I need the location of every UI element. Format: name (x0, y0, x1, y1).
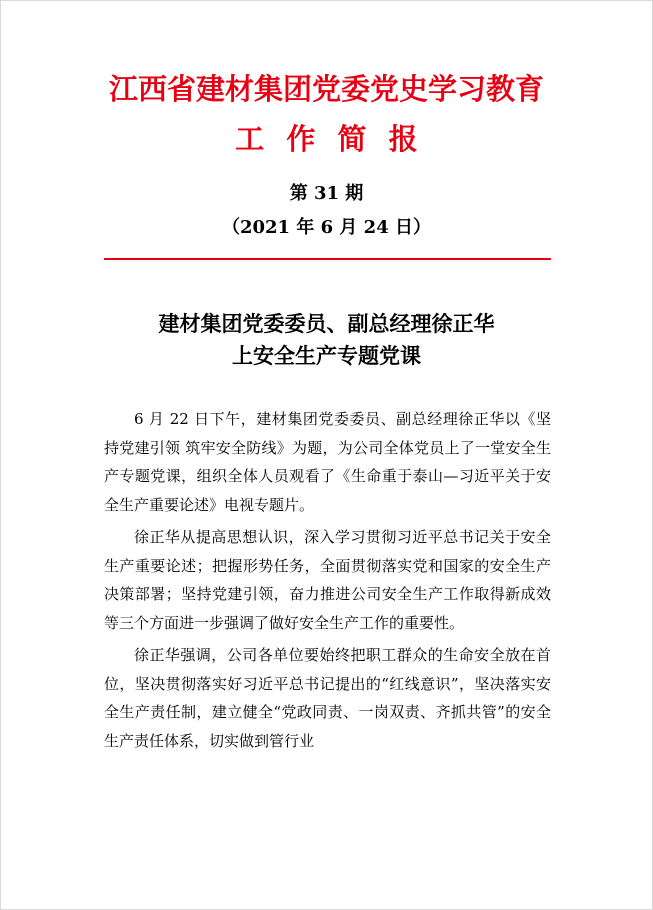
organization-title: 江西省建材集团党委党史学习教育 (108, 72, 544, 106)
article-title-line-1: 建材集团党委委员、副总经理徐正华 (158, 312, 495, 336)
issue-date: （2021 年 6 月 24 日） (221, 217, 431, 238)
header-divider (104, 258, 551, 260)
body-paragraph: 徐正华强调，公司各单位要始终把职工群众的生命安全放在首位，坚决贯彻落实好习近平总书记提出的“红线意识”，坚决落实安全生产责任制，建立健全“党政同责、一岗双责、齐抓共管”的安全生产责任体系，切实做到管行业 (104, 646, 551, 750)
bulletin-title-char: 报 (388, 122, 418, 156)
bulletin-title-char: 简 (337, 122, 367, 156)
body-paragraph: 6 月 22 日下午，建材集团党委委员、副总经理徐正华以《坚持党建引领 筑牢安全防线》为题，为公司全体党员上了一堂安全生产专题党课，组织全体人员观看了《生命重于泰山—习近平关于安全生产重要论述》电视专题片。 (104, 410, 551, 514)
issue-number: 第 31 期 (289, 183, 364, 204)
bulletin-title (1, 119, 652, 159)
bulletin-title-char: 作 (286, 122, 316, 156)
article-body (104, 405, 551, 759)
article-title-line-2: 上安全生产专题党课 (232, 344, 421, 368)
bulletin-title-char: 工 (235, 122, 265, 156)
body-paragraph: 徐正华从提高思想认识，深入学习贯彻习近平总书记关于安全生产重要论述；把握形势任务，全面贯彻落实党和国家的安全生产决策部署；坚持党建引领，奋力推进公司安全生产工作取得新成效等三个方面进一步强调了做好安全生产工作的重要性。 (104, 528, 551, 632)
